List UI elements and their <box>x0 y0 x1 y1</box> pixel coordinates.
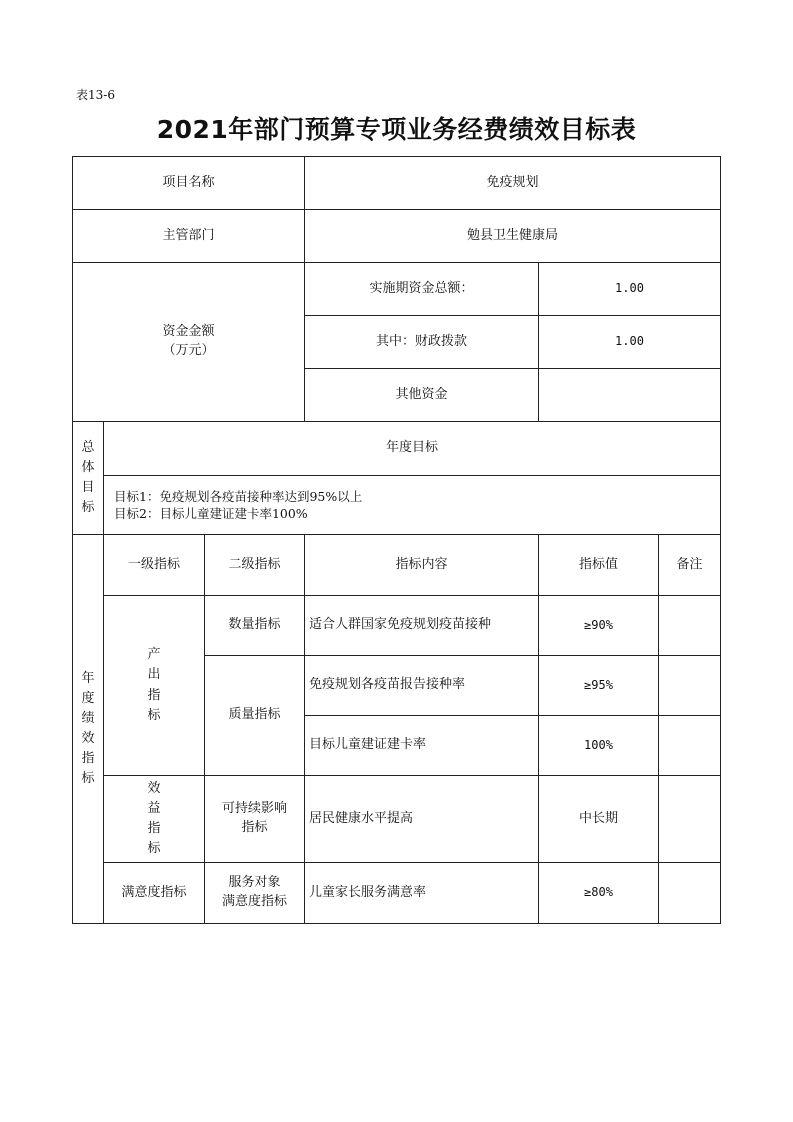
performance-target-table <box>72 156 721 924</box>
row-content: 适合人群国家免疫规划疫苗接种 <box>305 596 539 656</box>
goal-2: 目标2：目标儿童建证建卡率100% <box>114 506 308 521</box>
funds-fiscal-value: 1.00 <box>539 316 721 369</box>
row-content: 免疫规划各疫苗报告接种率 <box>305 656 539 716</box>
row-content: 居民健康水平提高 <box>305 776 539 863</box>
department-label: 主管部门 <box>73 210 305 263</box>
row-value: 中长期 <box>539 776 659 863</box>
funds-fiscal-label: 其中：财政拨款 <box>305 316 539 369</box>
header-content: 指标内容 <box>305 535 539 596</box>
row-value: ≥90% <box>539 596 659 656</box>
row-note <box>659 656 721 716</box>
funds-total-label: 实施期资金总额： <box>305 263 539 316</box>
overall-goal-side-label: 总 体 目 标 <box>73 422 104 535</box>
performance-side-label: 年 度 绩 效 指 标 <box>73 535 104 924</box>
row-value: ≥80% <box>539 863 659 924</box>
project-name-label: 项目名称 <box>73 157 305 210</box>
quality-indicator-label: 质量指标 <box>205 656 305 776</box>
page-title: 2021年部门预算专项业务经费绩效目标表 <box>156 115 637 144</box>
satisfaction-indicator-label: 满意度指标 <box>104 863 205 924</box>
department-value: 勉县卫生健康局 <box>305 210 721 263</box>
funds-other-value <box>539 369 721 422</box>
project-name-value: 免疫规划 <box>305 157 721 210</box>
service-satisfaction-label: 服务对象 满意度指标 <box>205 863 305 924</box>
quantity-indicator-label: 数量指标 <box>205 596 305 656</box>
annual-goal-label: 年度目标 <box>104 422 721 476</box>
row-content: 目标儿童建证建卡率 <box>305 716 539 776</box>
header-level1: 一级指标 <box>104 535 205 596</box>
funds-other-label: 其他资金 <box>305 369 539 422</box>
row-note <box>659 863 721 924</box>
row-content: 儿童家长服务满意率 <box>305 863 539 924</box>
header-note: 备注 <box>659 535 721 596</box>
output-indicator-label: 产 出 指 标 <box>104 596 205 776</box>
row-note <box>659 596 721 656</box>
funds-label-cell <box>73 263 305 422</box>
table-number: 表13-6 <box>76 88 115 102</box>
row-value: ≥95% <box>539 656 659 716</box>
header-level2: 二级指标 <box>205 535 305 596</box>
row-value: 100% <box>539 716 659 776</box>
annual-goal-text <box>104 476 721 535</box>
funds-unit: （万元） <box>162 343 215 358</box>
funds-total-value: 1.00 <box>539 263 721 316</box>
goal-1: 目标1：免疫规划各疫苗接种率达到95%以上 <box>114 488 363 504</box>
funds-label: 资金金额 <box>162 324 215 340</box>
benefit-indicator-label: 效 益 指 标 <box>104 776 205 863</box>
row-note <box>659 776 721 863</box>
header-value: 指标值 <box>539 535 659 596</box>
row-note <box>659 716 721 776</box>
sustain-indicator-label: 可持续影响 指标 <box>205 776 305 863</box>
